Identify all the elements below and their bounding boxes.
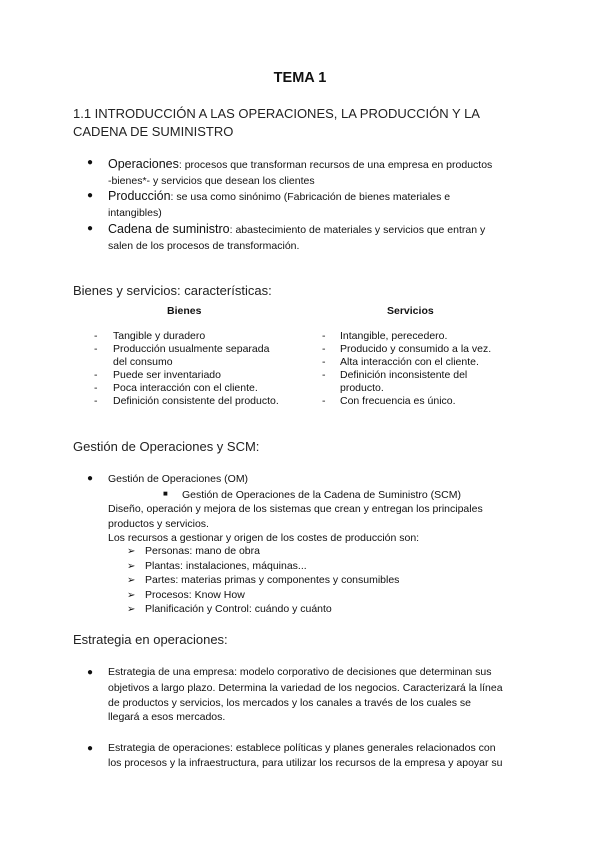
section-1-heading-line-1: 1.1 INTRODUCCIÓN A LAS OPERACIONES, LA PRODUCCIÓN Y LA [73, 106, 480, 121]
list-item-produccion: Producción: se usa como sinónimo (Fabricación de bienes materiales e intangibles) [108, 189, 451, 219]
section-4-heading: Estrategia en operaciones: [73, 632, 228, 647]
bullet-icon: ● [87, 190, 94, 201]
scm-item: Gestión de Operaciones de la Cadena de Suministro (SCM) [182, 489, 461, 501]
om-item: Gestión de Operaciones (OM) [108, 473, 249, 485]
list-item-cadena: Cadena de suministro: abastecimiento de materiales y servicios que entran y salen de los procesos de transformación. [108, 222, 486, 252]
square-bullet-icon: ■ [163, 489, 168, 498]
section-3-heading: Gestión de Operaciones y SCM: [73, 439, 260, 454]
servicios-item: Intangible, perecedero. [340, 330, 448, 342]
bullet-icon: ● [87, 743, 94, 754]
paragraph-1-line: llegará a esos mercados. [108, 711, 226, 723]
section-1-heading-line-2: CADENA DE SUMINISTRO [73, 124, 234, 139]
bienes-item: Puede ser inventariado [113, 369, 221, 381]
paragraph-2-line: los procesos y la infraestructura, para utilizar los recursos de la empresa y apoyar su [108, 757, 503, 769]
dash-icon: - [94, 382, 98, 394]
bullet-icon: ● [87, 473, 94, 484]
bienes-item: Poca interacción con el cliente. [113, 382, 258, 394]
resource-item: Procesos: Know How [145, 589, 245, 601]
description-line-2: productos y servicios. [108, 518, 209, 530]
paragraph-1-line: objetivos a largo plazo. Determina la variedad de los negocios. Caracterizará la línea [108, 682, 503, 694]
servicios-header: Servicios [387, 305, 434, 317]
arrow-bullet-icon: ➢ [127, 561, 136, 572]
dash-icon: - [322, 343, 326, 355]
dash-icon: - [94, 395, 98, 407]
resource-item: Plantas: instalaciones, máquinas... [145, 560, 307, 572]
resource-item: Planificación y Control: cuándo y cuánto [145, 603, 332, 615]
dash-icon: - [94, 343, 98, 355]
bullet-icon: ● [87, 667, 94, 678]
page-title: TEMA 1 [273, 70, 327, 86]
dash-icon: - [94, 369, 98, 381]
dash-icon: - [322, 369, 326, 381]
resource-item: Partes: materias primas y componentes y consumibles [145, 574, 400, 586]
bullet-icon: ● [87, 157, 94, 168]
servicios-item: Con frecuencia es único. [340, 395, 456, 407]
bienes-item: Definición consistente del producto. [113, 395, 279, 407]
bienes-header: Bienes [167, 305, 202, 317]
description-line-1: Diseño, operación y mejora de los sistemas que crean y entregan los principales [108, 503, 483, 515]
arrow-bullet-icon: ➢ [127, 575, 136, 586]
resources-intro: Los recursos a gestionar y origen de los costes de producción son: [108, 532, 420, 544]
paragraph-1-line: de productos y servicios, los mercados y los canales a través de los cuales se [108, 697, 472, 709]
bullet-icon: ● [87, 223, 94, 234]
servicios-item: Definición inconsistente del [340, 369, 468, 381]
paragraph-1-line: Estrategia de una empresa: modelo corporativo de decisiones que determinan sus [108, 666, 492, 678]
arrow-bullet-icon: ➢ [127, 590, 136, 601]
bienes-item: del consumo [113, 356, 173, 368]
section-2-heading: Bienes y servicios: características: [73, 283, 272, 298]
servicios-item: Producido y consumido a la vez. [340, 343, 492, 355]
servicios-item: producto. [340, 382, 384, 394]
dash-icon: - [322, 330, 326, 342]
bienes-item: Producción usualmente separada [113, 343, 270, 355]
dash-icon: - [322, 356, 326, 368]
bienes-item: Tangible y duradero [113, 330, 206, 342]
servicios-item: Alta interacción con el cliente. [340, 356, 479, 368]
arrow-bullet-icon: ➢ [127, 546, 136, 557]
list-item-operaciones: Operaciones: procesos que transforman recursos de una empresa en productos -bienes*- y servicios que desean los clientes [108, 157, 493, 187]
paragraph-2-line: Estrategia de operaciones: establece políticas y planes generales relacionados con [108, 742, 496, 754]
arrow-bullet-icon: ➢ [127, 604, 136, 615]
dash-icon: - [322, 395, 326, 407]
resource-item: Personas: mano de obra [145, 545, 260, 557]
dash-icon: - [94, 330, 98, 342]
